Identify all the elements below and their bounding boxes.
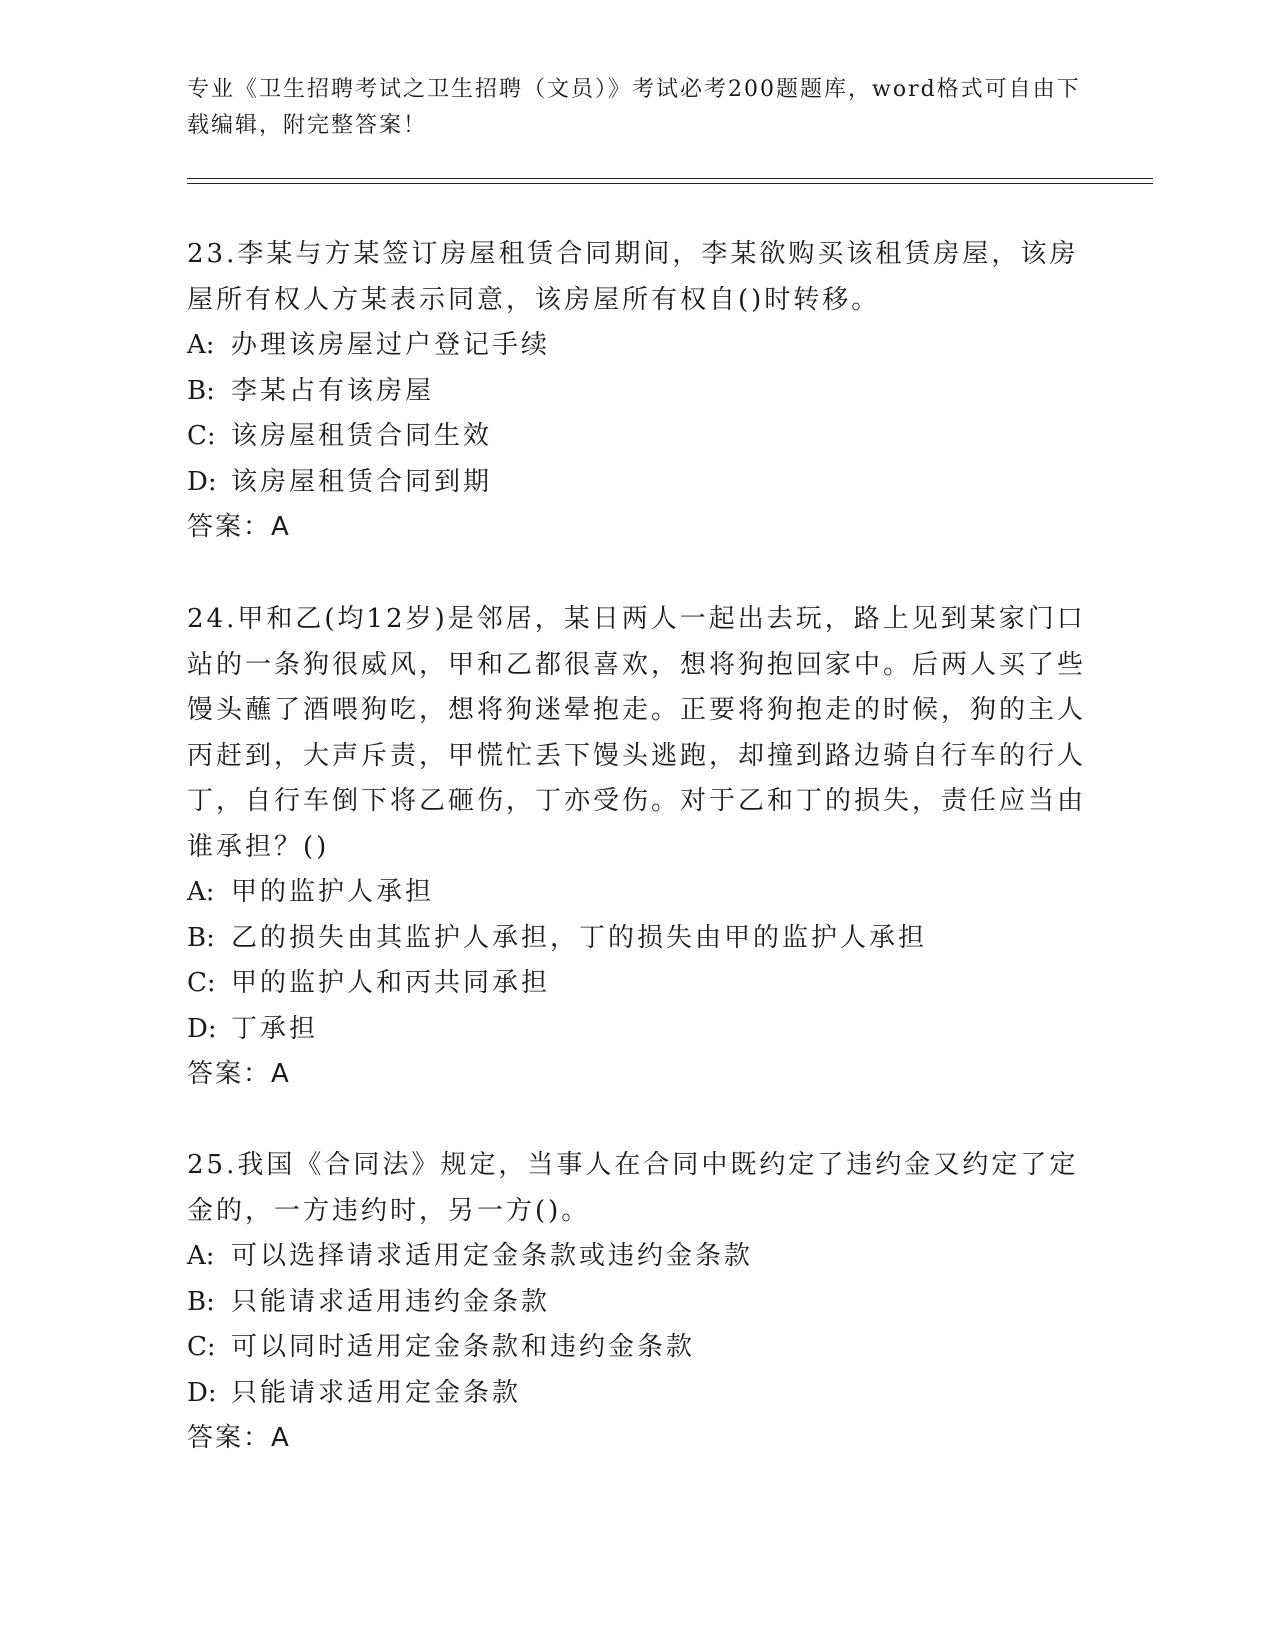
option-text: 该房屋租赁合同生效 [231,421,493,451]
option-letter: C: [187,1332,216,1362]
answer-line: 答案：A [187,1423,291,1453]
option-c [187,1325,1087,1371]
question-23 [187,232,1087,551]
option-letter: C: [187,421,216,451]
option-b [187,916,1087,962]
answer-line: 答案：A [187,1059,291,1089]
option-text: 李某占有该房屋 [231,375,435,406]
question-stem: 23.李某与方某签订房屋租赁合同期间，李某欲购买该租赁房屋，该房屋所有权人方某表示同意，该房屋所有权自()时转移。 [187,239,1079,315]
document-header [187,72,1087,144]
option-letter: A: [187,877,215,907]
option-text: 可以选择请求适用定金条款或违约金条款 [231,1241,754,1271]
option-d [187,460,1087,506]
option-letter: C: [187,968,216,998]
option-a [187,323,1087,369]
option-letter: A: [187,1241,215,1271]
option-b [187,1280,1087,1326]
option-text: 甲的监护人和丙共同承担 [231,968,551,998]
option-d [187,1007,1087,1053]
header-title: 专业《卫生招聘考试之卫生招聘（文员）》考试必考200题题库，word格式可自由下载编辑，附完整答案！ [187,77,1081,138]
option-letter: B: [187,375,215,406]
option-c [187,414,1087,460]
option-text: 只能请求适用违约金条款 [231,1286,551,1317]
option-text: 办理该房屋过户登记手续 [231,330,551,360]
question-stem: 24.甲和乙(均12岁)是邻居，某日两人一起出去玩，路上见到某家门口站的一条狗很威风，甲和乙都很喜欢，想将狗抱回家中。后两人买了些馒头蘸了酒喂狗吃，想将狗迷晕抱走。正要将狗抱走的时候，狗的主人丙赶到，大声斥责，甲慌忙丢下馒头逃跑，却撞到路边骑自行车的行人丁，自行车倒下将乙砸伤，丁亦受伤。对于乙和丁的损失，责任应当由谁承担？() [187,604,1087,862]
option-text: 只能请求适用定金条款 [231,1377,522,1408]
option-letter: B: [187,1286,215,1317]
option-letter: D: [187,1013,217,1044]
option-c [187,961,1087,1007]
option-text: 乙的损失由其监护人承担，丁的损失由甲的监护人承担 [231,922,928,953]
header-divider-bottom [187,183,1153,184]
option-letter: D: [187,1377,217,1408]
answer-line: 答案：A [187,512,291,542]
question-24 [187,597,1087,1098]
option-d [187,1371,1087,1417]
header-divider-top [187,178,1153,179]
option-text: 该房屋租赁合同到期 [231,466,493,497]
question-stem: 25.我国《合同法》规定，当事人在合同中既约定了违约金又约定了定金的，一方违约时，另一方()。 [187,1150,1079,1226]
option-a [187,870,1087,916]
option-text: 可以同时适用定金条款和违约金条款 [231,1332,696,1362]
option-a [187,1234,1087,1280]
option-b [187,369,1087,415]
option-letter: B: [187,922,215,953]
question-25 [187,1143,1087,1462]
option-letter: D: [187,466,217,497]
option-letter: A: [187,330,215,360]
option-text: 丁承担 [231,1013,319,1044]
option-text: 甲的监护人承担 [231,877,435,907]
